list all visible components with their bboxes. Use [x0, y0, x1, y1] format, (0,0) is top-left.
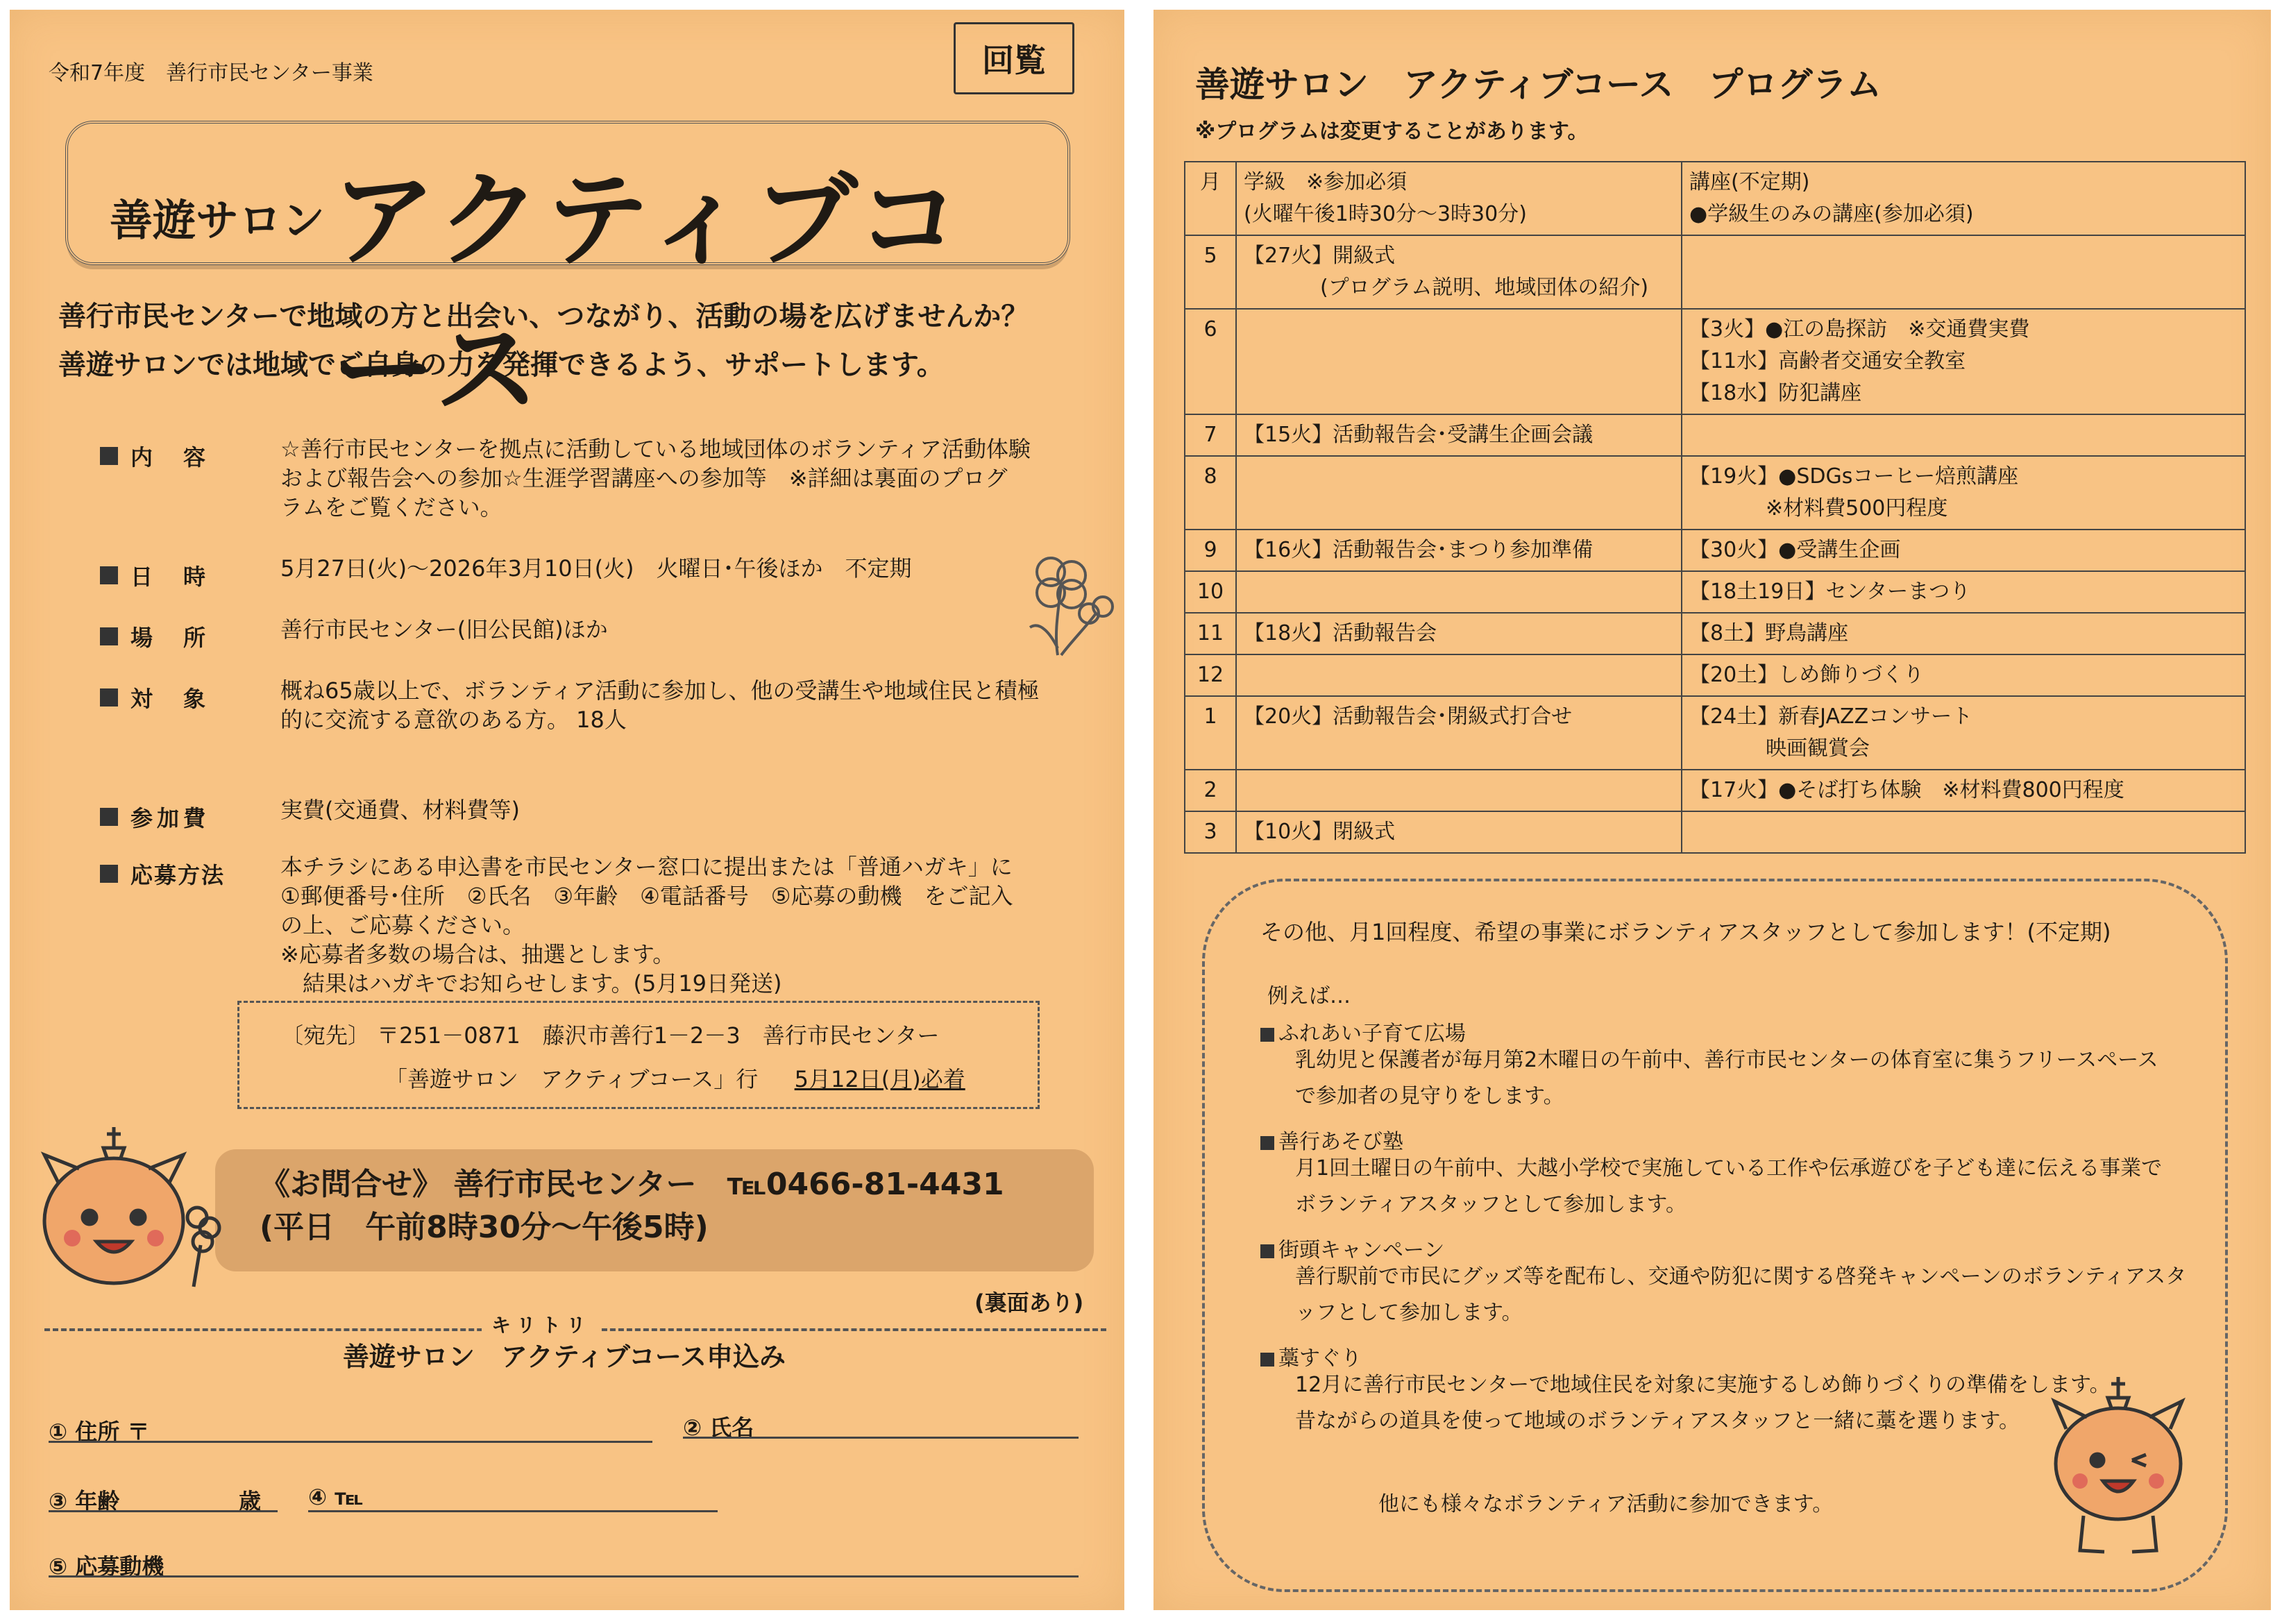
- fiscal-year-note: 令和7年度 善行市民センター事業: [49, 61, 373, 85]
- contact-line-2: (平日 午前8時30分～午後5時): [260, 1210, 709, 1245]
- row-text: 結果はハガキでお知らせします。(5月19日発送): [280, 970, 782, 997]
- phone-field[interactable]: [308, 1510, 718, 1512]
- clover-flower-icon: [1002, 544, 1120, 662]
- table-row: 1 【20火】活動報告会･閉級式打合せ 【24土】新春JAZZコンサート 映画観賞会: [1185, 696, 2245, 770]
- lead-line-1: 善行市民センターで地域の方と出会い、つながり、活動の場を広げませんか？: [58, 301, 1029, 332]
- row-text: 善行市民センター(旧公民館)ほか: [280, 616, 608, 643]
- row-text: 的に交流する意欲のある方。 18人: [280, 707, 627, 733]
- program-table: [1184, 161, 2246, 854]
- row-text: ①郵便番号･住所 ②氏名 ③年齢 ④電話番号 ⑤応募の動機 をご記入: [280, 883, 1013, 909]
- motivation-field[interactable]: [49, 1575, 1079, 1578]
- table-row: 5 【27火】開級式 (プログラム説明、地域団体の紹介): [1185, 235, 2245, 309]
- row-text: ラムをご覧ください。: [280, 494, 502, 521]
- table-row: 7 【15火】活動報告会･受講生企画会議: [1185, 414, 2245, 456]
- name-field-label: ② 氏名: [683, 1414, 754, 1441]
- age-field-label: ③ 年齢: [49, 1488, 120, 1514]
- volunteer-item: 善行あそび塾: [1260, 1124, 1403, 1155]
- row-text: 本チラシにある申込書を市民センター窓口に提出または「普通ハガキ」に: [280, 854, 1013, 880]
- square-bullet-icon: [1260, 1244, 1274, 1258]
- address-field[interactable]: [49, 1441, 652, 1443]
- name-field[interactable]: [683, 1437, 1079, 1439]
- square-bullet-icon: [100, 447, 118, 465]
- lead-line-2: 善遊サロンでは地域でご自身の力を発揮できるよう、サポートします。: [58, 349, 945, 381]
- row-label: 内 容: [130, 444, 210, 471]
- header-lecture: 講座(不定期) ●学級生のみの講座(参加必須): [1682, 162, 2245, 235]
- circulate-stamp: 回覧: [954, 22, 1074, 94]
- table-row: 12 【20土】しめ飾りづくり: [1185, 654, 2245, 696]
- volunteer-item: ふれあい子育て広場: [1260, 1016, 1466, 1047]
- table-row: 6 【3火】●江の島探訪 ※交通費実費 【11水】高齢者交通安全教室 【18水】防犯講座: [1185, 309, 2245, 414]
- row-text: および報告会への参加☆生涯学習講座への参加等 ※詳細は裏面のプログ: [280, 465, 1008, 491]
- volunteer-lead: その他、月1回程度、希望の事業にボランティアスタッフとして参加します！(不定期): [1260, 919, 2111, 945]
- row-text: ☆善行市民センターを拠点に活動している地域団体のボランティア活動体験: [280, 436, 1031, 462]
- cut-label: キリトリ: [482, 1310, 601, 1338]
- row-label: 対 象: [130, 686, 210, 712]
- row-text: の上、ご応募ください。: [280, 912, 525, 938]
- square-bullet-icon: [1260, 1353, 1274, 1367]
- application-form-title: 善遊サロン アクティブコース申込み: [343, 1342, 786, 1372]
- row-label: 日 時: [130, 564, 210, 590]
- deadline-text: 5月12日(月)必着: [794, 1066, 965, 1092]
- title-small: 善遊サロン: [110, 195, 326, 246]
- row-label: 場 所: [130, 625, 210, 651]
- volunteer-closing: 他にも様々なボランティア活動に参加できます。: [1378, 1492, 1834, 1516]
- volunteer-item: 街頭キャンペーン: [1260, 1233, 1444, 1263]
- flyer-front-page: [10, 10, 1124, 1610]
- mascot-winking-icon: [2042, 1370, 2201, 1557]
- square-bullet-icon: [1260, 1136, 1274, 1150]
- flyer-back-page: [1153, 10, 2271, 1610]
- header-class: 学級 ※参加必須 (火曜午後1時30分～3時30分): [1236, 162, 1682, 235]
- row-label: 参加費: [130, 805, 210, 831]
- row-text: ※応募者多数の場合は、抽選とします。: [280, 941, 675, 967]
- table-row: 10 【18土19日】センターまつり: [1185, 571, 2245, 613]
- table-row: 3 【10火】閉級式: [1185, 811, 2245, 853]
- square-bullet-icon: [1260, 1028, 1274, 1042]
- square-bullet-icon: [100, 566, 118, 584]
- age-unit: 歳: [239, 1488, 262, 1514]
- example-label: 例えば…: [1267, 984, 1351, 1008]
- address-box: [237, 1001, 1040, 1109]
- contact-line-1: 《お問合せ》 善行市民センター ℡0466-81-4431: [260, 1167, 1004, 1202]
- square-bullet-icon: [100, 688, 118, 707]
- table-row: 11 【18火】活動報告会 【8土】野鳥講座: [1185, 613, 2245, 654]
- program-change-note: ※プログラムは変更することがあります。: [1195, 119, 1589, 144]
- table-row: 9 【16火】活動報告会･まつり参加準備 【30火】●受講生企画: [1185, 530, 2245, 571]
- address-recipient-text: 「善遊サロン アクティブコース」行: [385, 1066, 759, 1092]
- back-side-note: (裏面あり): [974, 1289, 1084, 1316]
- motivation-field-label: ⑤ 応募動機: [49, 1553, 164, 1580]
- square-bullet-icon: [100, 865, 118, 883]
- title-big: アクティブコース: [332, 160, 965, 431]
- square-bullet-icon: [100, 627, 118, 645]
- table-row: 8 【19火】●SDGsコーヒー焙煎講座 ※材料費500円程度: [1185, 456, 2245, 530]
- address-recipient: [385, 1062, 965, 1094]
- table-header-row: [1185, 162, 2245, 235]
- square-bullet-icon: [100, 808, 118, 826]
- volunteer-box: その他、月1回程度、希望の事業にボランティアスタッフとして参加します！(不定期) 例えば… ふれあい子育て広場 乳幼児と保護者が毎月第2木曜日の午前中、善行市民センターの体育室に集うフリースペース で参加者の見守りをします。 善行あそび塾 月1回土曜日の午前中、大越小学校で実施している工作や伝承遊びを子ども達に伝える事業で ボランティアスタッフとして参加します。 街頭キャンペーン 善行駅前で市民にグッズ等を配布し、交通や防犯に関する啓発キャンペーンのボランティアスタ ッフとして参加します。 藁すぐり 12月に善行市民センターで地域住民を対象に実施するしめ飾りづくりの準備をします。 昔ながらの道具を使って地域のボランティアスタッフと一緒に藁を選ります。 他にも様々なボランティア活動に参加できます。: [1202, 879, 2228, 1592]
- row-text: 実費(交通費、材料費等): [280, 797, 520, 823]
- row-text: 5月27日(火)～2026年3月10日(火) 火曜日･午後ほか 不定期: [280, 555, 912, 582]
- volunteer-item: 藁すぐり: [1260, 1341, 1362, 1371]
- header-month: 月: [1185, 162, 1236, 235]
- address-line: 〔宛先〕 〒251－0871 藤沢市善行1－2－3 善行市民センター: [281, 1022, 940, 1049]
- address-field-label: ① 住所 〒: [49, 1419, 150, 1445]
- mascot-character-icon: [31, 1120, 225, 1301]
- phone-field-label: ④ ℡: [308, 1484, 364, 1510]
- row-text: 概ね65歳以上で、ボランティア活動に参加し、他の受講生や地域住民と積極: [280, 677, 1040, 704]
- program-title: 善遊サロン アクティブコース プログラム: [1195, 65, 1882, 105]
- age-field[interactable]: [49, 1510, 278, 1512]
- table-row: 2 【17火】●そば打ち体験 ※材料費800円程度: [1185, 770, 2245, 811]
- row-label: 応募方法: [130, 862, 226, 888]
